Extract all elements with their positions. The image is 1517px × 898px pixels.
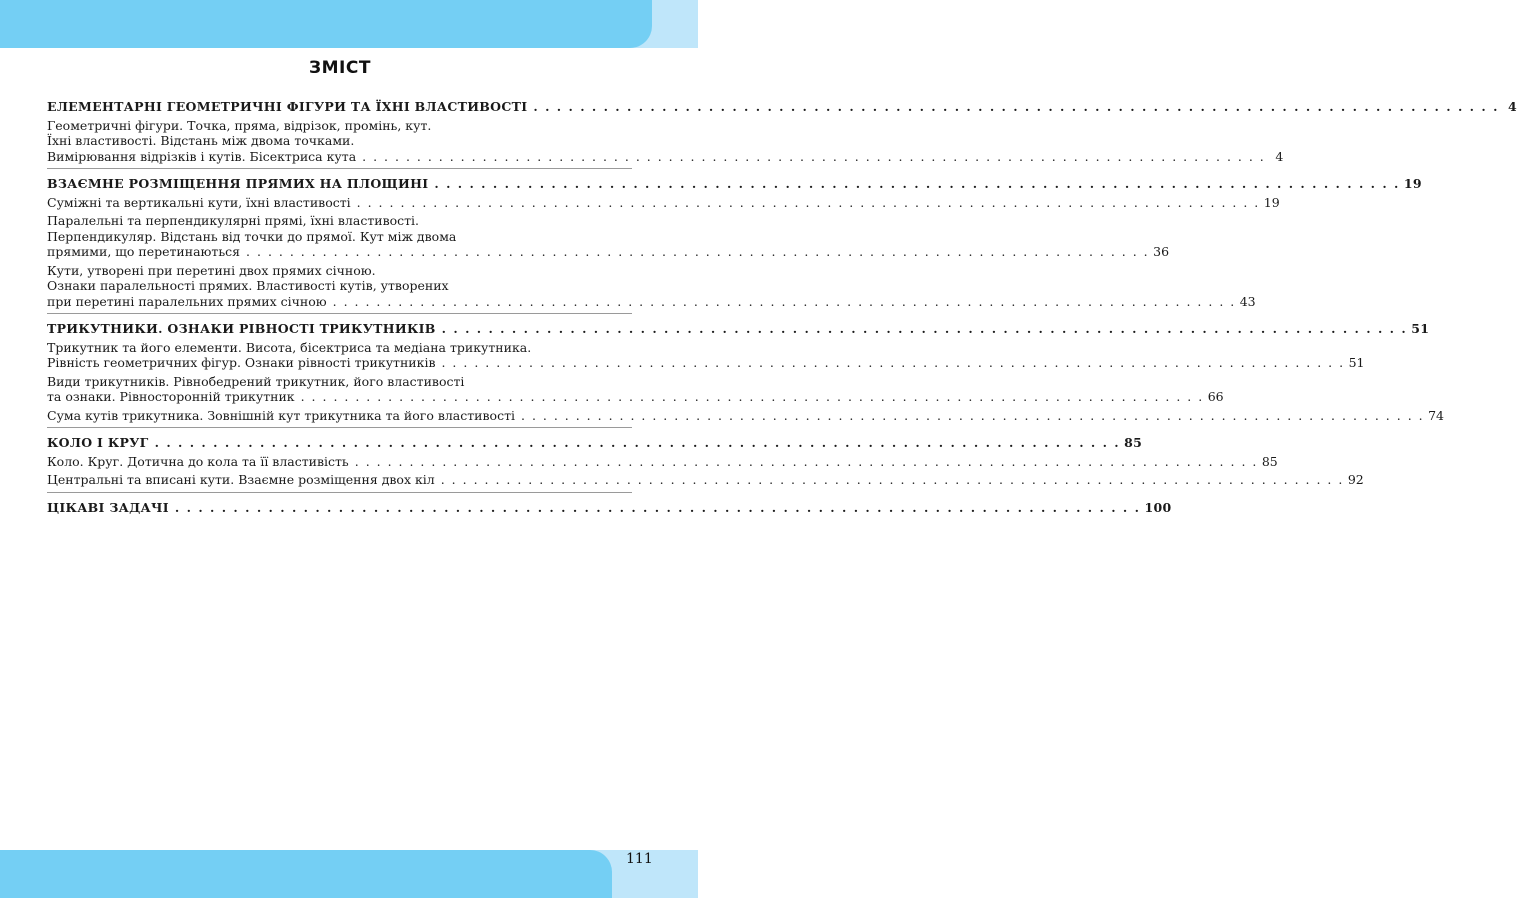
- entry-line-text: Сума кутів трикутника. Зовнішній кут трикутника та його властивості: [47, 407, 515, 423]
- page-title: ЗМІСТ: [309, 58, 371, 78]
- dot-leader: . . . . . . . . . . . . . . . . . . . . . . . . . . . . . . . . . . . . . . . . . . . . . . . . . . . . . . . . . . . . . . . . . . . . . . . . . . . . . . . . . . .: [533, 99, 1499, 114]
- dot-leader: . . . . . . . . . . . . . . . . . . . . . . . . . . . . . . . . . . . . . . . . . . . . . . . . . . . . . . . . . . . . . . . . . . . . . . . . . . . . . . . . . . .: [441, 321, 1408, 336]
- section-heading-text: ТРИКУТНИКИ. ОЗНАКИ РІВНОСТІ ТРИКУТНИКІВ: [47, 321, 436, 336]
- dot-leader: . . . . . . . . . . . . . . . . . . . . . . . . . . . . . . . . . . . . . . . . . . . . . . . . . . . . . . . . . . . . . . . . . . . . . . . . . . . . . . . . . . .: [354, 453, 1258, 469]
- entry-line: [47, 407, 1445, 424]
- entry-line-text: Види трикутників. Рівнобедрений трикутник, його властивості: [47, 373, 465, 389]
- toc-section: [47, 176, 1422, 314]
- page-ref: 51: [1411, 321, 1430, 336]
- toc-entry: [47, 194, 1280, 211]
- entry-line: [47, 118, 632, 134]
- dot-leader: . . . . . . . . . . . . . . . . . . . . . . . . . . . . . . . . . . . . . . . . . . . . . . . . . . . . . . . . . . . . . . . . . . . . . . . . . . . . . . . . . . .: [434, 176, 1400, 191]
- entry-line-text: Центральні та вписані кути. Взаємне розміщення двох кіл: [47, 472, 435, 487]
- page-number: 111: [626, 851, 653, 867]
- dot-leader: . . . . . . . . . . . . . . . . . . . . . . . . . . . . . . . . . . . . . . . . . . . . . . . . . . . . . . . . . . . . . . . . . . . . . . . . . . . . . . . . . . .: [521, 407, 1425, 423]
- toc-entry: [47, 407, 1445, 424]
- toc-entry: [47, 262, 1256, 310]
- entry-line-text: прямими, що перетинаються: [47, 244, 241, 259]
- dot-leader: . . . . . . . . . . . . . . . . . . . . . . . . . . . . . . . . . . . . . . . . . . . . . . . . . . . . . . . . . . . . . . . . . . . . . . . . . . . . . . . . . . .: [246, 244, 1150, 259]
- entry-line-text: Кути, утворені при перетині двох прямих січною.: [47, 262, 376, 278]
- page-ref: 85: [1261, 453, 1278, 469]
- entry-line: [47, 133, 632, 149]
- dot-leader: . . . . . . . . . . . . . . . . . . . . . . . . . . . . . . . . . . . . . . . . . . . . . . . . . . . . . . . . . . . . . . . . . . . . . . . . . . . . . . . . . . .: [154, 435, 1121, 450]
- entry-line-text: Їхні властивості. Відстань між двома точками.: [47, 133, 355, 148]
- table-of-contents: [47, 99, 1517, 526]
- section-heading: [47, 435, 1143, 451]
- entry-line: [47, 194, 1280, 211]
- dot-leader: . . . . . . . . . . . . . . . . . . . . . . . . . . . . . . . . . . . . . . . . . . . . . . . . . . . . . . . . . . . . . . . . . . . . . . . . . . . . . . . . . . .: [440, 472, 1344, 487]
- page-ref: 36: [1153, 244, 1170, 259]
- entry-line-text: Ознаки паралельності прямих. Властивості кутів, утворених: [47, 278, 449, 293]
- entry-line-text: Геометричні фігури. Точка, пряма, відрізок, промінь, кут.: [47, 117, 432, 133]
- page-ref: 74: [1428, 407, 1445, 423]
- entry-line: [47, 244, 1170, 260]
- section-heading-text: ЦІКАВІ ЗАДАЧІ: [47, 499, 169, 515]
- page-ref: 19: [1403, 176, 1422, 191]
- section-heading-text: КОЛО І КРУГ: [47, 435, 149, 450]
- page-ref: 85: [1124, 435, 1143, 450]
- entry-line: [47, 213, 632, 229]
- page-ref: 4: [1507, 99, 1517, 114]
- toc-entry: [47, 339, 1365, 371]
- dot-leader: . . . . . . . . . . . . . . . . . . . . . . . . . . . . . . . . . . . . . . . . . . . . . . . . . . . . . . . . . . . . . . . . . . . . . . . . . . . . . . . . . . .: [362, 148, 1266, 164]
- dot-leader: . . . . . . . . . . . . . . . . . . . . . . . . . . . . . . . . . . . . . . . . . . . . . . . . . . . . . . . . . . . . . . . . . . . . . . . . . . . . . . . . . . .: [174, 499, 1141, 515]
- section-heading-text: ЕЛЕМЕНТАРНІ ГЕОМЕТРИЧНІ ФІГУРИ ТА ЇХНІ ВЛАСТИВОСТІ: [47, 99, 528, 114]
- header-band: [0, 0, 652, 48]
- toc-entry: [47, 213, 1170, 260]
- entry-line: [47, 374, 632, 390]
- toc-section: [47, 321, 1445, 428]
- toc-entry: [47, 472, 1364, 488]
- toc-section: [47, 99, 1517, 169]
- entry-line-text: Суміжні та вертикальні кути, їхні властивості: [47, 194, 351, 210]
- footer-band: [0, 850, 612, 898]
- entry-line-text: Перпендикуляр. Відстань від точки до прямої. Кут між двома: [47, 228, 457, 244]
- entry-line: [47, 472, 1364, 488]
- entry-line: [47, 278, 632, 294]
- dot-leader: . . . . . . . . . . . . . . . . . . . . . . . . . . . . . . . . . . . . . . . . . . . . . . . . . . . . . . . . . . . . . . . . . . . . . . . . . . . . . . . . . . .: [332, 293, 1236, 309]
- entry-line-text: Вимірювання відрізків і кутів. Бісектриса кута: [47, 148, 357, 164]
- toc-section: [47, 435, 1364, 493]
- entry-line-text: Трикутник та його елементи. Висота, бісектриса та медіана трикутника.: [47, 339, 532, 355]
- entry-line-text: та ознаки. Рівносторонній трикутник: [47, 389, 295, 404]
- section-heading-text: ВЗАЄМНЕ РОЗМІЩЕННЯ ПРЯМИХ НА ПЛОЩИНІ: [47, 176, 429, 191]
- page-ref: 92: [1347, 472, 1364, 487]
- entry-line: [47, 389, 1224, 405]
- entry-line: [47, 229, 632, 245]
- dot-leader: . . . . . . . . . . . . . . . . . . . . . . . . . . . . . . . . . . . . . . . . . . . . . . . . . . . . . . . . . . . . . . . . . . . . . . . . . . . . . . . . . . .: [356, 194, 1260, 210]
- entry-line: [47, 148, 1284, 165]
- toc-entry: [47, 117, 1284, 165]
- page-ref: 4: [1275, 148, 1284, 164]
- entry-line-text: Рівність геометричних фігур. Ознаки рівності трикутників: [47, 355, 436, 370]
- page-ref: 43: [1239, 293, 1256, 309]
- toc-entry: [47, 373, 1224, 405]
- page-ref: 66: [1207, 389, 1224, 404]
- dot-leader: . . . . . . . . . . . . . . . . . . . . . . . . . . . . . . . . . . . . . . . . . . . . . . . . . . . . . . . . . . . . . . . . . . . . . . . . . . . . . . . . . . .: [441, 355, 1345, 370]
- entry-line: [47, 263, 632, 279]
- entry-line-text: Паралельні та перпендикулярні прямі, їхні властивості.: [47, 213, 420, 228]
- page-ref: 19: [1263, 194, 1280, 210]
- section-heading: [47, 499, 1172, 516]
- section-heading: [47, 176, 1422, 192]
- entry-line-text: Коло. Круг. Дотична до кола та її властивість: [47, 453, 349, 469]
- entry-line: [47, 453, 1278, 470]
- entry-line: [47, 293, 1256, 310]
- page-ref: 100: [1144, 499, 1172, 515]
- dot-leader: . . . . . . . . . . . . . . . . . . . . . . . . . . . . . . . . . . . . . . . . . . . . . . . . . . . . . . . . . . . . . . . . . . . . . . . . . . . . . . . . . . .: [300, 389, 1204, 404]
- page-ref: 51: [1348, 355, 1365, 370]
- section-heading: [47, 99, 1517, 115]
- entry-line-text: при перетині паралельних прямих січною: [47, 293, 327, 309]
- toc-section: [47, 499, 1172, 520]
- entry-line: [47, 340, 632, 356]
- toc-entry: [47, 453, 1278, 470]
- entry-line: [47, 355, 1365, 371]
- section-heading: [47, 321, 1430, 337]
